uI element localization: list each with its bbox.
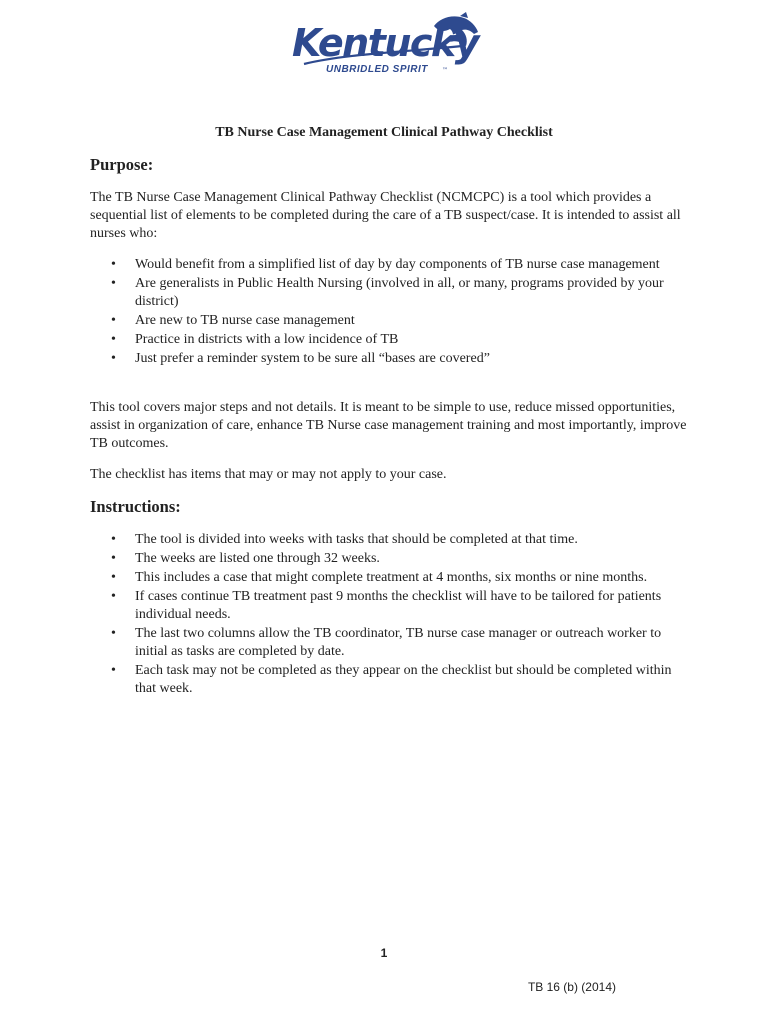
list-item: • The last two columns allow the TB coordinator, TB nurse case manager or outreach worker to initial as tasks are completed by date. xyxy=(90,625,690,661)
kentucky-logo xyxy=(284,12,484,78)
purpose-intro-paragraph: The TB Nurse Case Management Clinical Pathway Checklist (NCMCPC) is a tool which provides a sequential list of elements to be completed during the care of a TB suspect/case. It is intended to assist all nurses who: xyxy=(90,190,681,241)
list-item: • The tool is divided into weeks with tasks that should be completed at that time. xyxy=(90,531,690,549)
list-item: • Each task may not be completed as they appear on the checklist but should be completed within that week. xyxy=(90,662,690,698)
coverage-paragraph: This tool covers major steps and not details. It is meant to be simple to use, reduce missed opportunities, assist in organization of care, enhance TB Nurse case management training and most importantly, improve TB outcomes. xyxy=(90,400,687,451)
instructions-heading: Instructions: xyxy=(90,497,181,516)
form-code: TB 16 (b) (2014) xyxy=(527,980,616,994)
list-item: • The weeks are listed one through 32 weeks. xyxy=(90,550,690,568)
document-title: TB Nurse Case Management Clinical Pathway Checklist xyxy=(215,125,553,140)
list-item: • Would benefit from a simplified list of day by day components of TB nurse case management xyxy=(90,256,690,274)
purpose-heading: Purpose: xyxy=(90,155,154,174)
list-item: • Are generalists in Public Health Nursing (involved in all, or many, programs provided by your district) xyxy=(90,275,690,311)
list-item: • Practice in districts with a low incidence of TB xyxy=(90,331,690,349)
instructions-bullet-list xyxy=(90,531,690,699)
purpose-bullet-list xyxy=(90,256,690,369)
list-item: • Are new to TB nurse case management xyxy=(90,312,690,330)
logo-trademark: ™ xyxy=(442,67,448,74)
logo-wordmark: Kentucky xyxy=(292,21,478,65)
page-number: 1 xyxy=(380,946,388,960)
list-item: • If cases continue TB treatment past 9 months the checklist will have to be tailored for patients individual needs. xyxy=(90,588,690,624)
applicability-paragraph: The checklist has items that may or may not apply to your case. xyxy=(90,467,447,482)
list-item: • This includes a case that might complete treatment at 4 months, six months or nine months. xyxy=(90,569,690,587)
logo-tagline: UNBRIDLED SPIRIT xyxy=(326,64,428,75)
list-item: • Just prefer a reminder system to be sure all “bases are covered” xyxy=(90,350,690,368)
kentucky-logo-graphic xyxy=(284,12,484,78)
